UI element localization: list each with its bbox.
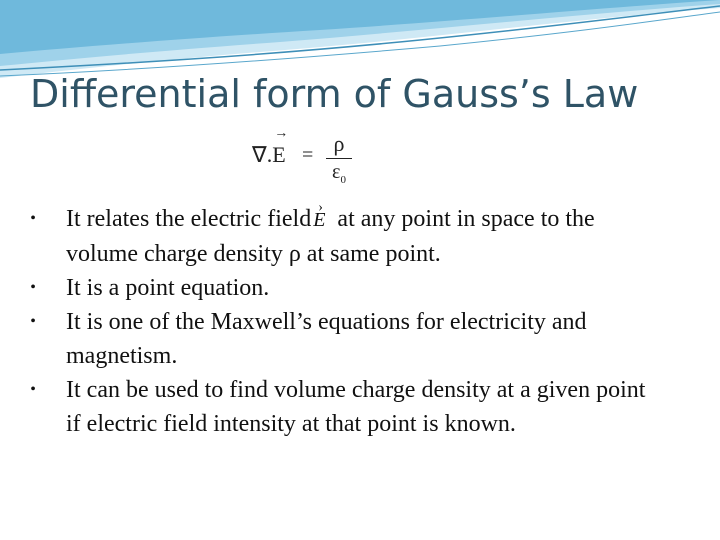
electric-field-symbol: › E xyxy=(313,203,325,237)
equation-denominator: $\varepsilon_0$ xyxy=(332,161,346,186)
bullet-item: • It is a point equation. xyxy=(26,271,646,305)
gauss-law-equation xyxy=(248,132,358,198)
bullet-dot: • xyxy=(30,279,36,296)
bullet-dot: • xyxy=(30,381,36,398)
equation-lhs xyxy=(252,142,286,168)
equation-equals: = xyxy=(302,144,314,166)
bullet-dot: • xyxy=(30,313,36,330)
bullet-item: • It is one of the Maxwell’s equations for electricity and magnetism. xyxy=(26,305,646,373)
fraction-bar xyxy=(326,158,352,159)
equation-fraction xyxy=(326,132,352,191)
slide-title: Differential form of Gauss’s Law xyxy=(30,72,639,116)
equation-numerator: ρ xyxy=(333,131,345,156)
bullet-item: • It can be used to find volume charge density at a given point if electric field intensity at that point is known. xyxy=(26,373,646,441)
field-symbol: → E xyxy=(272,142,285,168)
del-symbol: ∇. xyxy=(252,142,273,167)
bullet-list xyxy=(26,202,646,441)
bullet-item: • It relates the electric field› E at any point in space to the volume charge density ρ at same point. xyxy=(26,202,646,271)
bullet-dot: • xyxy=(30,210,36,227)
